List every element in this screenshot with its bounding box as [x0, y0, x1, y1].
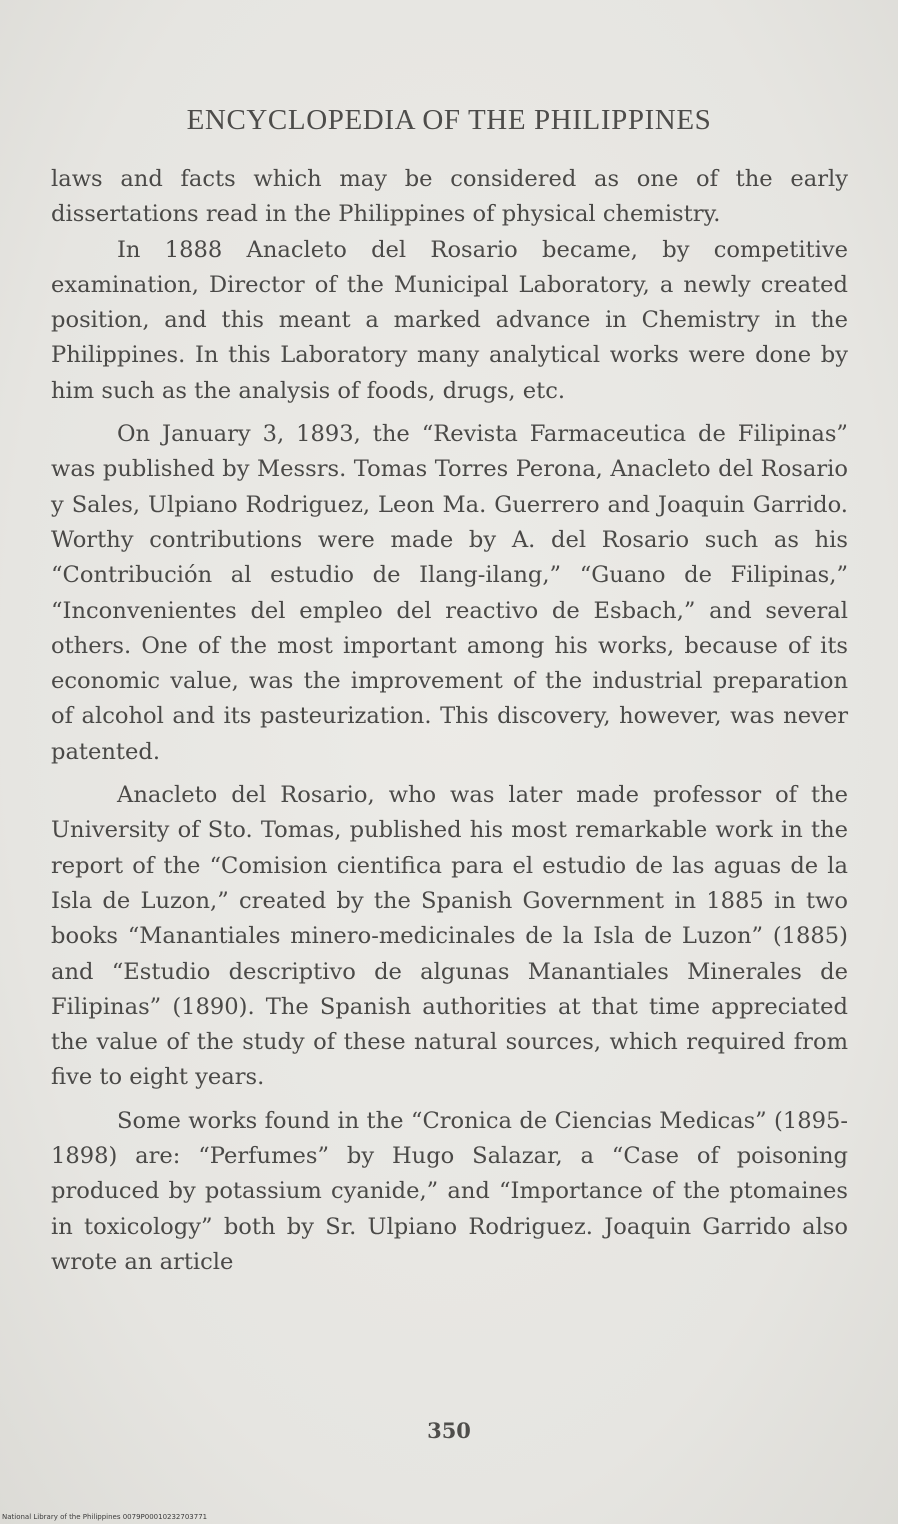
paragraph-revista-farmaceutica: On January 3, 1893, the “Revista Farmaceutica de Filipinas” was published by Messrs. Tomas Torres Perona, Anacleto del Rosario y Sales, Ulpiano Rodriguez, Leon Ma. Guerrero and Joaquin Garrido. Worthy contributions were made by A. del Rosario such as his “Contribución al estudio de Ilang-ilang,” “Guano de Filipinas,” “Inconvenientes del empleo del reactivo de Esbach,” and several others. One of the most important among his works, because of its economic value, was the improvement of the industrial preparation of alcohol and its pasteurization. This discovery, however, was never patented. [51, 421, 848, 765]
paragraph-continuation: laws and facts which may be considered as one of the early dissertations read in the Philippines of physical chemistry. [51, 166, 848, 228]
paragraph-municipal-laboratory: In 1888 Anacleto del Rosario became, by competitive examination, Director of the Municipal Laboratory, a newly created position, and this meant a marked advance in Chemistry in the Philippines. In this Laboratory many analytical works were done by him such as the analysis of foods, drugs, etc. [51, 236, 848, 404]
running-header: ENCYCLOPEDIA OF THE PHILIPPINES [186, 104, 712, 136]
paragraph-comision-cientifica: Anacleto del Rosario, who was later made professor of the University of Sto. Tomas, published his most remarkable work in the report of the “Comision cientifica para el estudio de las aguas de la Isla de Luzon,” created by the Spanish Government in 1885 in two books “Manantiales minero-medicinales de la Isla de Luzon” (1885) and “Estudio descriptivo de algunas Manantiales Minerales de Filipinas” (1890). The Spanish authorities at that time appreciated the value of the study of these natural sources, which required from five to eight years. [51, 782, 848, 1091]
paragraph-cronica-ciencias-medicas: Some works found in the “Cronica de Ciencias Medicas” (1895-1898) are: “Perfumes” by Hugo Salazar, a “Case of poisoning produced by potassium cyanide,” and “Importance of the ptomaines in toxicology” both by Sr. Ulpiano Rodriguez. Joaquin Garrido also wrote an article [51, 1107, 848, 1275]
page-number: 350 [427, 1418, 471, 1443]
body-text [51, 162, 848, 1280]
scan-footer-note: National Library of the Philippines 0079P00010232703771 [2, 1513, 208, 1521]
